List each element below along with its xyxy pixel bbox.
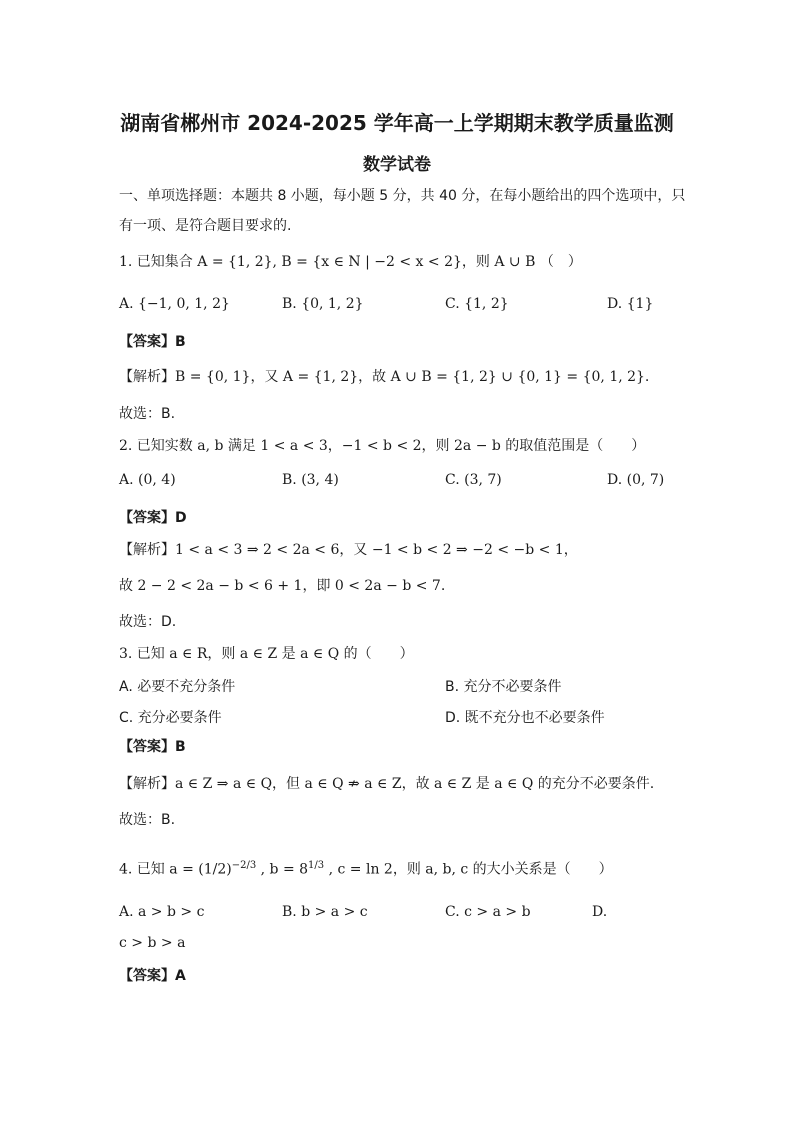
q4-stem-prefix: 4. 已知 [119, 861, 165, 878]
q1-stem: 1. 已知集合 A = {1, 2}, B = {x ∈ N | −2 < x < 2}，则 A ∪ B （ ） [119, 254, 582, 270]
q1-option-b: B. {0, 1, 2} [282, 296, 364, 312]
q3-stem: 3. 已知 a ∈ R，则 a ∈ Z 是 a ∈ Q 的（ ） [119, 646, 414, 662]
q4-stem [119, 857, 613, 879]
section-heading-line1: 一、单项选择题：本题共 8 小题，每小题 5 分，共 40 分，在每小题给出的四个选项中，只 [119, 188, 686, 204]
section-heading-line2: 有一项、是符合题目要求的. [119, 218, 292, 234]
q4-option-a: A. a > b > c [119, 904, 205, 920]
q2-conclusion: 故选：D. [119, 614, 177, 630]
q4-stem-rest: , c = ln 2，则 a, b, c 的大小关系是（ ） [328, 861, 613, 878]
page-title: 湖南省郴州市 2024-2025 学年高一上学期期末教学质量监测 [120, 111, 674, 135]
q1-option-d: D. {1} [607, 296, 654, 312]
q4-option-b: B. b > a > c [282, 904, 368, 920]
q2-option-b: B. (3, 4) [282, 472, 339, 488]
q2-analysis-line2: 故 2 − 2 < 2a − b < 6 + 1，即 0 < 2a − b < 7. [119, 578, 446, 594]
q3-conclusion: 故选：B. [119, 812, 176, 828]
q4-stem-b: , b = 8 [260, 861, 309, 878]
q1-conclusion: 故选：B. [119, 406, 176, 422]
page-subtitle: 数学试卷 [363, 155, 431, 175]
q3-answer: 【答案】B [119, 739, 186, 755]
q2-option-a: A. (0, 4) [119, 472, 176, 488]
q2-analysis-line1: 【解析】1 < a < 3 ⇒ 2 < 2a < 6，又 −1 < b < 2 ⇒ −2 < −b < 1， [119, 542, 578, 558]
q2-option-c: C. (3, 7) [445, 472, 502, 488]
q1-option-a: A. {−1, 0, 1, 2} [119, 296, 230, 312]
q2-answer: 【答案】D [119, 510, 187, 526]
q3-option-d: D. 既不充分也不必要条件 [445, 710, 605, 726]
q3-option-b: B. 充分不必要条件 [445, 679, 562, 695]
q1-answer: 【答案】B [119, 334, 186, 350]
q4-option-d: D. [592, 904, 608, 920]
q4-stem-a: a = (1/2) [169, 861, 232, 878]
q2-option-d: D. (0, 7) [607, 472, 665, 488]
q4-option-c: C. c > a > b [445, 904, 531, 920]
q4-stem-b-exponent: 1/3 [308, 860, 325, 871]
q3-analysis: 【解析】a ∈ Z ⇒ a ∈ Q，但 a ∈ Q ⇏ a ∈ Z，故 a ∈ Z 是 a ∈ Q 的充分不必要条件. [119, 776, 655, 792]
q2-stem: 2. 已知实数 a, b 满足 1 < a < 3，−1 < b < 2，则 2a − b 的取值范围是（ ） [119, 438, 646, 454]
q4-option-d-content: c > b > a [119, 935, 186, 951]
q1-analysis: 【解析】B = {0, 1}，又 A = {1, 2}，故 A ∪ B = {1, 2} ∪ {0, 1} = {0, 1, 2}. [119, 369, 650, 385]
q3-option-c: C. 充分必要条件 [119, 710, 222, 726]
q3-option-a: A. 必要不充分条件 [119, 679, 236, 695]
q4-answer: 【答案】A [119, 968, 186, 984]
q4-stem-a-exponent: −2/3 [231, 860, 257, 871]
q1-option-c: C. {1, 2} [445, 296, 509, 312]
